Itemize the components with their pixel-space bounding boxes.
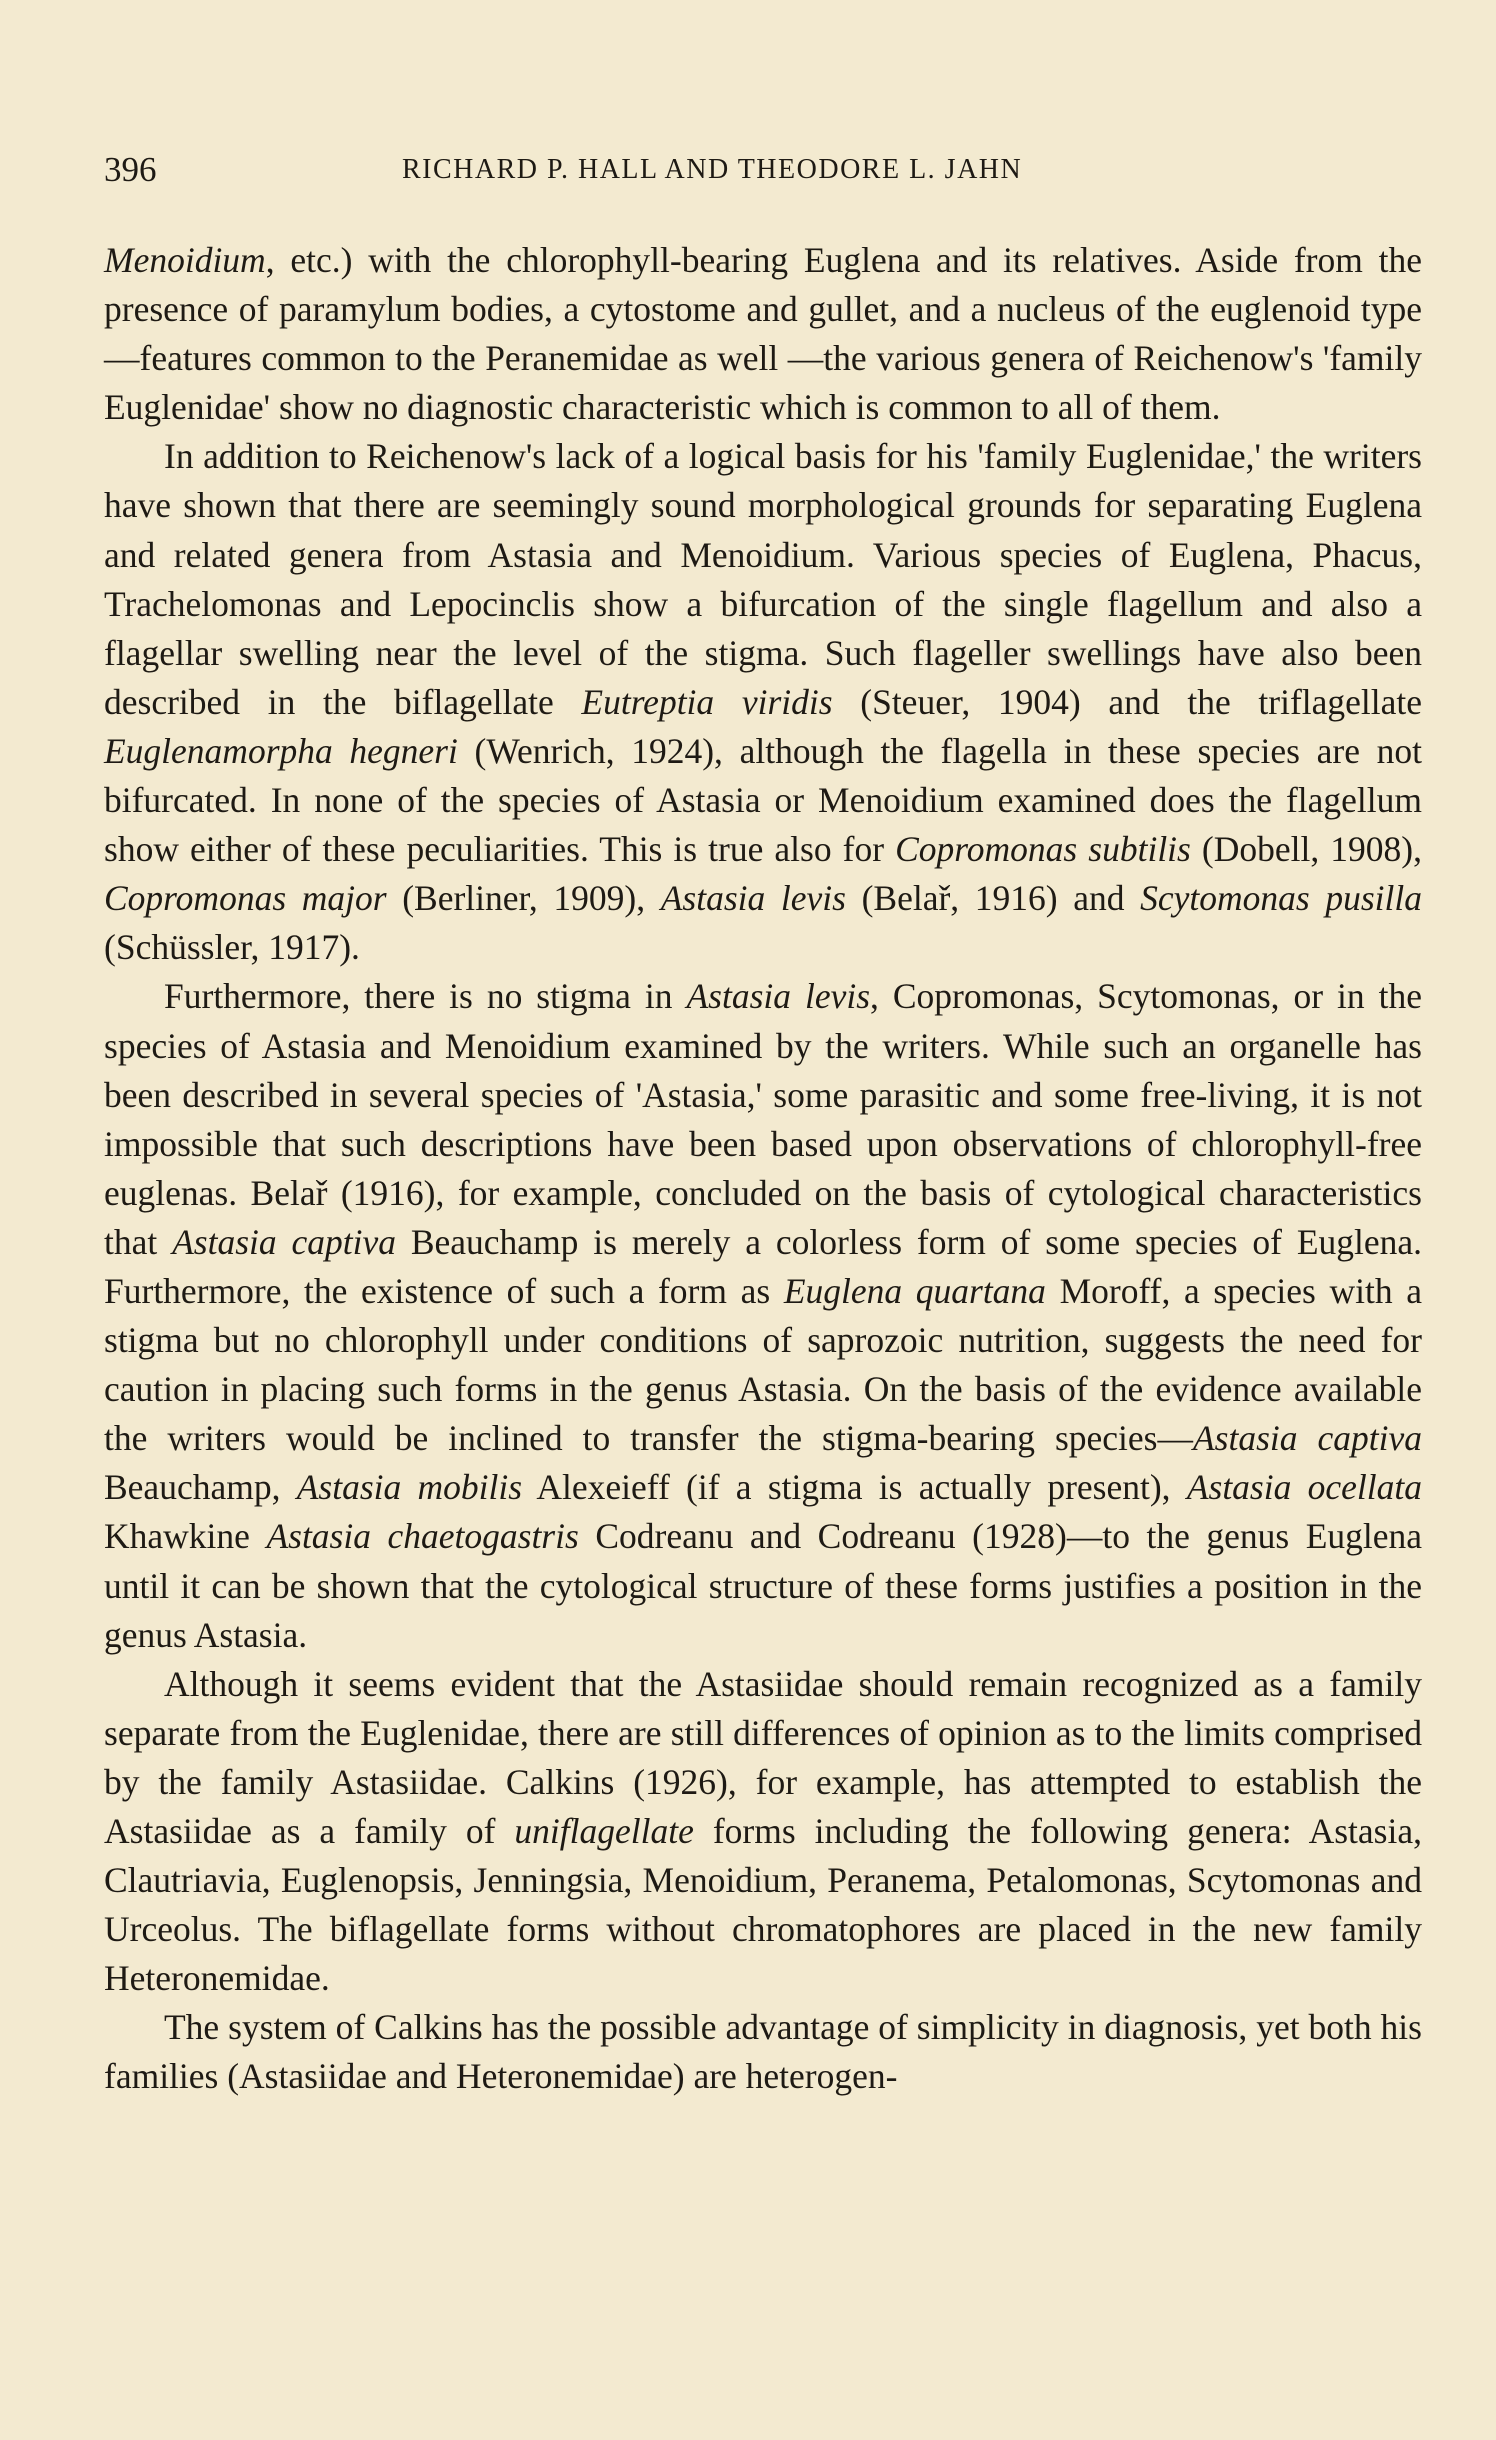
text-run: (Berliner, 1909), <box>386 878 661 919</box>
running-head: RICHARD P. HALL AND THEODORE L. JAHN <box>402 154 1023 185</box>
paragraph <box>104 972 1422 1659</box>
italic-taxon-name: Eutreptia viridis <box>581 681 833 722</box>
italic-taxon-name: Menoidium <box>104 240 266 280</box>
italic-taxon-name: Copromonas subtilis <box>895 829 1191 870</box>
text-run: Beauchamp, <box>104 1467 297 1508</box>
text-run: Beauchamp is merely a colorless form of some species of Euglena. Furthermore, the existence of such a form as <box>104 1221 1423 1311</box>
text-run: Alexeieff (if a stigma is actually present), <box>522 1467 1187 1508</box>
text-run: , etc.) with the chlorophyll-bearing Euglena and its relatives. Aside from the presence of paramylum bodies, a cytostome and gullet, and a nucleus of the euglenoid type—features common to the Peranemidae as well —the various genera of Reichenow's 'family Euglenidae' show no diagnostic characteristic which is common to all of them. <box>104 240 1422 428</box>
italic-taxon-name: Astasia levis <box>660 878 846 919</box>
text-run: (Steuer, 1904) and the triflagellate <box>832 681 1422 722</box>
text-run: (Dobell, 1908), <box>1190 829 1422 870</box>
text-run: Furthermore, there is no stigma in <box>164 976 687 1017</box>
italic-taxon-name: Euglenamorpha hegneri <box>104 730 458 771</box>
text-run: (Wenrich, 1924), although the flagella in these species are not bifurcated. In none of the species of Astasia or Menoidium examined does the flagellum show either of these peculiarities. This is true also for <box>104 730 1422 870</box>
italic-taxon-name: Astasia captiva <box>1192 1418 1423 1459</box>
text-run: , Copromonas, Scytomonas, or in the species of Astasia and Menoidium examined by the writers. While such an organelle has been described in several species of 'Astasia,' some parasitic and some free-living, it is not impossible that such descriptions have been based upon observations of chlorophyll-free euglenas. Belař (1916), for example, concluded on the basis of cytological characteristics that <box>104 976 1422 1262</box>
text-run: forms including the following genera: Astasia, Clautriavia, Euglenopsis, Jenningsia, Menoidium, Peranema, Petalomonas, Scytomonas and Urceolus. The biflagellate forms without chromatophores are placed in the new family Heteronemidae. <box>104 1811 1422 1999</box>
paragraph <box>104 432 1422 972</box>
italic-taxon-name: Copromonas major <box>104 878 387 919</box>
page-number: 396 <box>104 150 157 189</box>
text-run: Moroff, a species with a stigma but no chlorophyll under conditions of saprozoic nutrition, suggests the need for caution in placing such forms in the genus Astasia. On the basis of the evidence available the writers would be inclined to transfer the stigma-bearing species— <box>104 1270 1423 1459</box>
text-run: Although it seems evident that the Astasiidae should remain recognized as a family separate from the Euglenidae, there are still differences of opinion as to the limits comprised by the family Astasiidae. Calkins (1926), for example, has attempted to establish the Astasiidae as a family of <box>104 1663 1422 1851</box>
italic-taxon-name: Astasia ocellata <box>1186 1467 1422 1508</box>
italic-taxon-name: Scytomonas pusilla <box>1140 878 1422 919</box>
text-run: The system of Calkins has the possible advantage of simplicity in diagnosis, yet both his families (Astasiidae and Heteronemidae) are heterogen- <box>104 2007 1422 2097</box>
italic-taxon-name: Astasia mobilis <box>296 1467 523 1508</box>
text-run: Khawkine <box>104 1516 267 1557</box>
italic-taxon-name: Astasia levis <box>686 976 871 1017</box>
text-run: (Schüssler, 1917). <box>104 927 360 968</box>
paragraph <box>104 1660 1422 2004</box>
italic-taxon-name: Astasia chaetogastris <box>266 1516 579 1557</box>
text-run: Codreanu and Codreanu (1928)—to the genus Euglena until it can be shown that the cytological structure of these forms justifies a position in the genus Astasia. <box>104 1516 1423 1655</box>
paragraph <box>104 236 1422 432</box>
text-run: (Belař, 1916) and <box>845 878 1141 919</box>
italic-taxon-name: uniflagellate <box>514 1811 694 1851</box>
italic-taxon-name: Euglena quartana <box>783 1270 1046 1311</box>
paragraph <box>104 2003 1422 2101</box>
body-text <box>104 236 1422 2102</box>
page-header <box>104 150 1420 194</box>
text-run: In addition to Reichenow's lack of a logical basis for his 'family Euglenidae,' the writers have shown that there are seemingly sound morphological grounds for separating Euglena and related genera from Astasia and Menoidium. Various species of Euglena, Phacus, Trachelomonas and Lepocinclis show a bifurcation of the single flagellum and also a flagellar swelling near the level of the stigma. Such flageller swellings have also been described in the biflagellate <box>104 436 1422 722</box>
italic-taxon-name: Astasia captiva <box>172 1221 396 1262</box>
